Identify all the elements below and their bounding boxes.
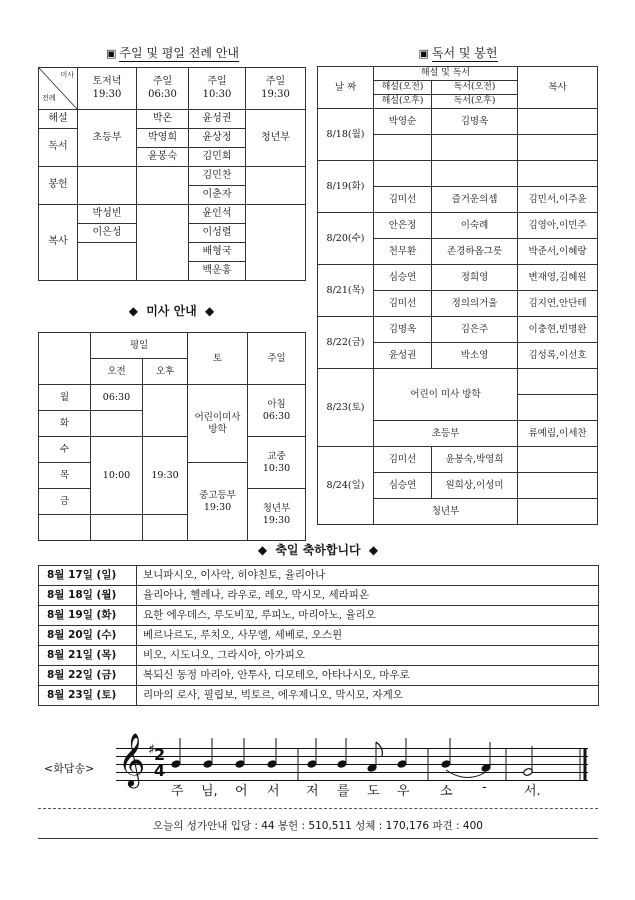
empty-cell: [518, 447, 598, 473]
empty-cell: [518, 499, 598, 525]
note: [441, 760, 451, 769]
lyric: 님,: [201, 784, 218, 799]
pm-server: 박준서,이혜랑: [518, 239, 598, 265]
sun-morning: 아침 06:30: [248, 385, 306, 437]
pm-server: 김민서,이주윤: [518, 187, 598, 213]
empty-cell: [78, 243, 137, 281]
sun-youth: 청년부 19:30: [248, 489, 306, 541]
header-sat-1930: 토저녁 19:30: [78, 68, 137, 110]
sunday-header: 주일: [248, 333, 306, 385]
day-wed: 수: [39, 437, 91, 463]
empty-cell: [78, 167, 137, 205]
note: [367, 764, 377, 773]
empty-cell: [518, 473, 598, 499]
am-commentary: 심승연: [374, 265, 432, 291]
liturgy-corner-cell: [39, 68, 78, 110]
diamond-icon: ◆: [257, 543, 268, 557]
note: [307, 760, 317, 769]
role-server: 복사: [39, 205, 78, 281]
lyric: 를: [337, 784, 350, 799]
pm-commentary: [374, 135, 432, 161]
date-cell: 8/18(월): [318, 109, 374, 161]
date-cell: 8/20(수): [318, 213, 374, 265]
empty-cell: [91, 411, 143, 437]
feast-row: 8월 21일 (목) 비오, 시도니오, 그라시아, 아가피오: [39, 646, 599, 666]
sun-reading-1: 윤봉숙,박영희: [432, 447, 518, 473]
empty-cell: [143, 385, 188, 437]
sat-kids: 어린이미사 방학: [188, 385, 248, 463]
feast-table: [38, 565, 599, 706]
feast-row: 8월 17일 (일) 보니파시오, 이사악, 히야친토, 율리아나: [39, 566, 599, 586]
diamond-icon: ◆: [128, 304, 139, 318]
liturgy-table: [38, 67, 306, 281]
day-thu: 목: [39, 463, 91, 489]
empty-cell: [39, 515, 91, 541]
morning-header: 오전: [91, 359, 143, 385]
readings-title: ▣ 독서 및 봉헌: [418, 46, 498, 60]
lyric: -: [482, 780, 487, 795]
feast-row: 8월 23일 (토) 리마의 로사, 필립보, 빅토르, 에우제니오, 막시모, 자게오: [39, 686, 599, 706]
am-reading: 이숙례: [432, 213, 518, 239]
note: [337, 760, 347, 769]
feast-row: 8월 18일 (월) 율리아나, 헬레나, 라우로, 레오, 막시모, 세라피온: [39, 586, 599, 606]
empty-cell: [518, 369, 598, 395]
server-sat-2: 이은성: [78, 224, 137, 243]
lyric: 우: [397, 784, 410, 799]
pm-reading: 정의의거울: [432, 291, 518, 317]
note: [235, 760, 245, 769]
empty-cell: [246, 205, 306, 281]
liturgy-title: ▣ 주일 및 평일 전례 안내: [106, 46, 239, 60]
pm-server: 김지연,안단테: [518, 291, 598, 317]
readings-table: [317, 66, 598, 525]
note: [397, 760, 407, 769]
empty-cell: [143, 515, 188, 541]
am-server: 변재영,김혜원: [518, 265, 598, 291]
date-cell: 8/21(목): [318, 265, 374, 317]
server-sat-1: 박성빈: [78, 205, 137, 224]
sat-youth: 중고등부 19:30: [188, 463, 248, 541]
lyric: 저: [306, 784, 319, 799]
sun-commentary-2: 심승연: [374, 473, 432, 499]
header-sun-1930: 주일 19:30: [246, 68, 306, 110]
am-server: [518, 161, 598, 187]
sun-youth: 청년부: [374, 499, 518, 525]
cell-0630-3: 윤봉숙: [137, 148, 189, 167]
am-commentary: 박영순: [374, 109, 432, 135]
role-reading: 독서: [39, 129, 78, 167]
hymn-divider: [38, 838, 598, 839]
day-tue: 화: [39, 411, 91, 437]
date-cell: 8/19(화): [318, 161, 374, 213]
pm-commentary: 천무환: [374, 239, 432, 265]
cell-1030-5: 이춘자: [189, 186, 246, 205]
time-signature: 2 4: [154, 745, 166, 780]
cell-1030-9: 백운홍: [189, 262, 246, 281]
am-reading: 김명옥: [432, 109, 518, 135]
notes: [116, 745, 588, 788]
music-staff: [116, 732, 588, 788]
lyric: 도: [367, 784, 380, 799]
date-cell: 8/23(토): [318, 369, 374, 447]
am-server: [518, 109, 598, 135]
cell-1030-6: 윤인석: [189, 205, 246, 224]
sun-1930-reader: 청년부: [246, 110, 306, 167]
pm-commentary: 김미선: [374, 291, 432, 317]
feast-row: 8월 20일 (수) 베르나르도, 루치오, 사무엘, 세베로, 오스윈: [39, 626, 599, 646]
sub-pm-reading: 독서(오후): [432, 95, 518, 109]
empty-cell: [39, 333, 91, 385]
mass-table: [38, 332, 306, 541]
am-reading: 김은주: [432, 317, 518, 343]
day-fri: 금: [39, 489, 91, 515]
mon-am: 06:30: [91, 385, 143, 411]
cell-1030-4: 김민찬: [189, 167, 246, 186]
group-header: 해설 및 독서: [374, 67, 518, 81]
pm-reading: 존경하옵그릇: [432, 239, 518, 265]
empty-cell: [137, 205, 189, 281]
weekday-pm: 19:30: [143, 437, 188, 515]
note: [171, 760, 181, 769]
thu-am: 10:00: [91, 437, 143, 515]
corner-top: 미사: [60, 71, 74, 79]
date-cell: 8/24(일): [318, 447, 374, 525]
date-header: 날 짜: [318, 67, 374, 109]
day-mon: 월: [39, 385, 91, 411]
hymn-divider: [38, 808, 598, 809]
lyric: 서.: [524, 784, 541, 799]
feast-row: 8월 22일 (금) 복되신 동정 마리아, 안투사, 디모테오, 아타나시오, 마우로: [39, 666, 599, 686]
am-server: 이충현,빈명완: [518, 317, 598, 343]
note: [267, 760, 277, 769]
empty-cell: [137, 167, 189, 205]
feast-row: 8월 19일 (화) 요한 에우데스, 루도비꼬, 루피노, 마리아노, 율리오: [39, 606, 599, 626]
sat-am: 어린이 미사 방학: [374, 369, 518, 421]
note: [481, 764, 491, 773]
am-server: 김영아,이민주: [518, 213, 598, 239]
pm-reading: [432, 135, 518, 161]
lyric: 서: [267, 784, 280, 799]
pm-reading: 박소영: [432, 343, 518, 369]
sub-pm-commentary: 해설(오후): [374, 95, 432, 109]
cell-0630-2: 박영희: [137, 129, 189, 148]
diamond-icon: ◆: [368, 543, 379, 557]
am-commentary: [374, 161, 432, 187]
am-commentary: 김명옥: [374, 317, 432, 343]
role-commentary: 해설: [39, 110, 78, 129]
role-offering: 봉헌: [39, 167, 78, 205]
sat-reader: 초등부: [78, 110, 137, 167]
sun-commentary-1: 김미선: [374, 447, 432, 473]
lyric: 소: [440, 784, 453, 799]
square-icon: ▣: [106, 47, 117, 60]
date-cell: 8/22(금): [318, 317, 374, 369]
sub-am-commentary: 해설(오전): [374, 81, 432, 95]
sub-am-reading: 독서(오전): [432, 81, 518, 95]
note: [203, 760, 213, 769]
square-icon: ▣: [418, 47, 429, 60]
cell-1030-7: 이성렬: [189, 224, 246, 243]
sat-pm: 초등부: [374, 421, 518, 447]
sun-reading-2: 원희상,이성미: [432, 473, 518, 499]
corner-bottom: 전례: [42, 94, 56, 103]
server-header: 복사: [518, 67, 598, 109]
weekday-header: 평일: [91, 333, 188, 359]
empty-cell: [246, 167, 306, 205]
lyric: 어: [235, 784, 248, 799]
sun-school: 교중 10:30: [248, 437, 306, 489]
pm-server: [518, 135, 598, 161]
pm-commentary: 김미선: [374, 187, 432, 213]
lyric: 주: [171, 784, 184, 799]
am-reading: 정희영: [432, 265, 518, 291]
pm-server: 김성록,이선호: [518, 343, 598, 369]
cell-1030-3: 김민희: [189, 148, 246, 167]
cell-1030-8: 배형국: [189, 243, 246, 262]
diamond-icon: ◆: [204, 304, 215, 318]
pm-commentary: 윤성권: [374, 343, 432, 369]
cell-1030-1: 윤성권: [189, 110, 246, 129]
hymn-guide: 오늘의 성가안내 입당 : 44 봉헌 : 510,511 성체 : 170,176 파견 : 400: [153, 820, 483, 832]
am-reading: [432, 161, 518, 187]
treble-clef-icon: 𝄞: [118, 732, 146, 786]
empty-cell: [518, 395, 598, 421]
sat-pm-server: 류예림,이세찬: [518, 421, 598, 447]
feast-title: ◆ 축일 축하합니다 ◆: [257, 543, 379, 557]
pm-reading: 즐거운의셈: [432, 187, 518, 213]
am-commentary: 안은정: [374, 213, 432, 239]
cell-0630-1: 박온: [137, 110, 189, 129]
psalm-label: <화답송>: [44, 762, 95, 775]
saturday-header: 토: [188, 333, 248, 385]
cell-1030-2: 윤상정: [189, 129, 246, 148]
mass-title: ◆ 미사 안내 ◆: [128, 304, 215, 318]
header-sun-1030: 주일 10:30: [189, 68, 246, 110]
empty-cell: [91, 515, 143, 541]
header-sun-0630: 주일 06:30: [137, 68, 189, 110]
sharp-icon: ♯: [148, 742, 155, 758]
afternoon-header: 오후: [143, 359, 188, 385]
